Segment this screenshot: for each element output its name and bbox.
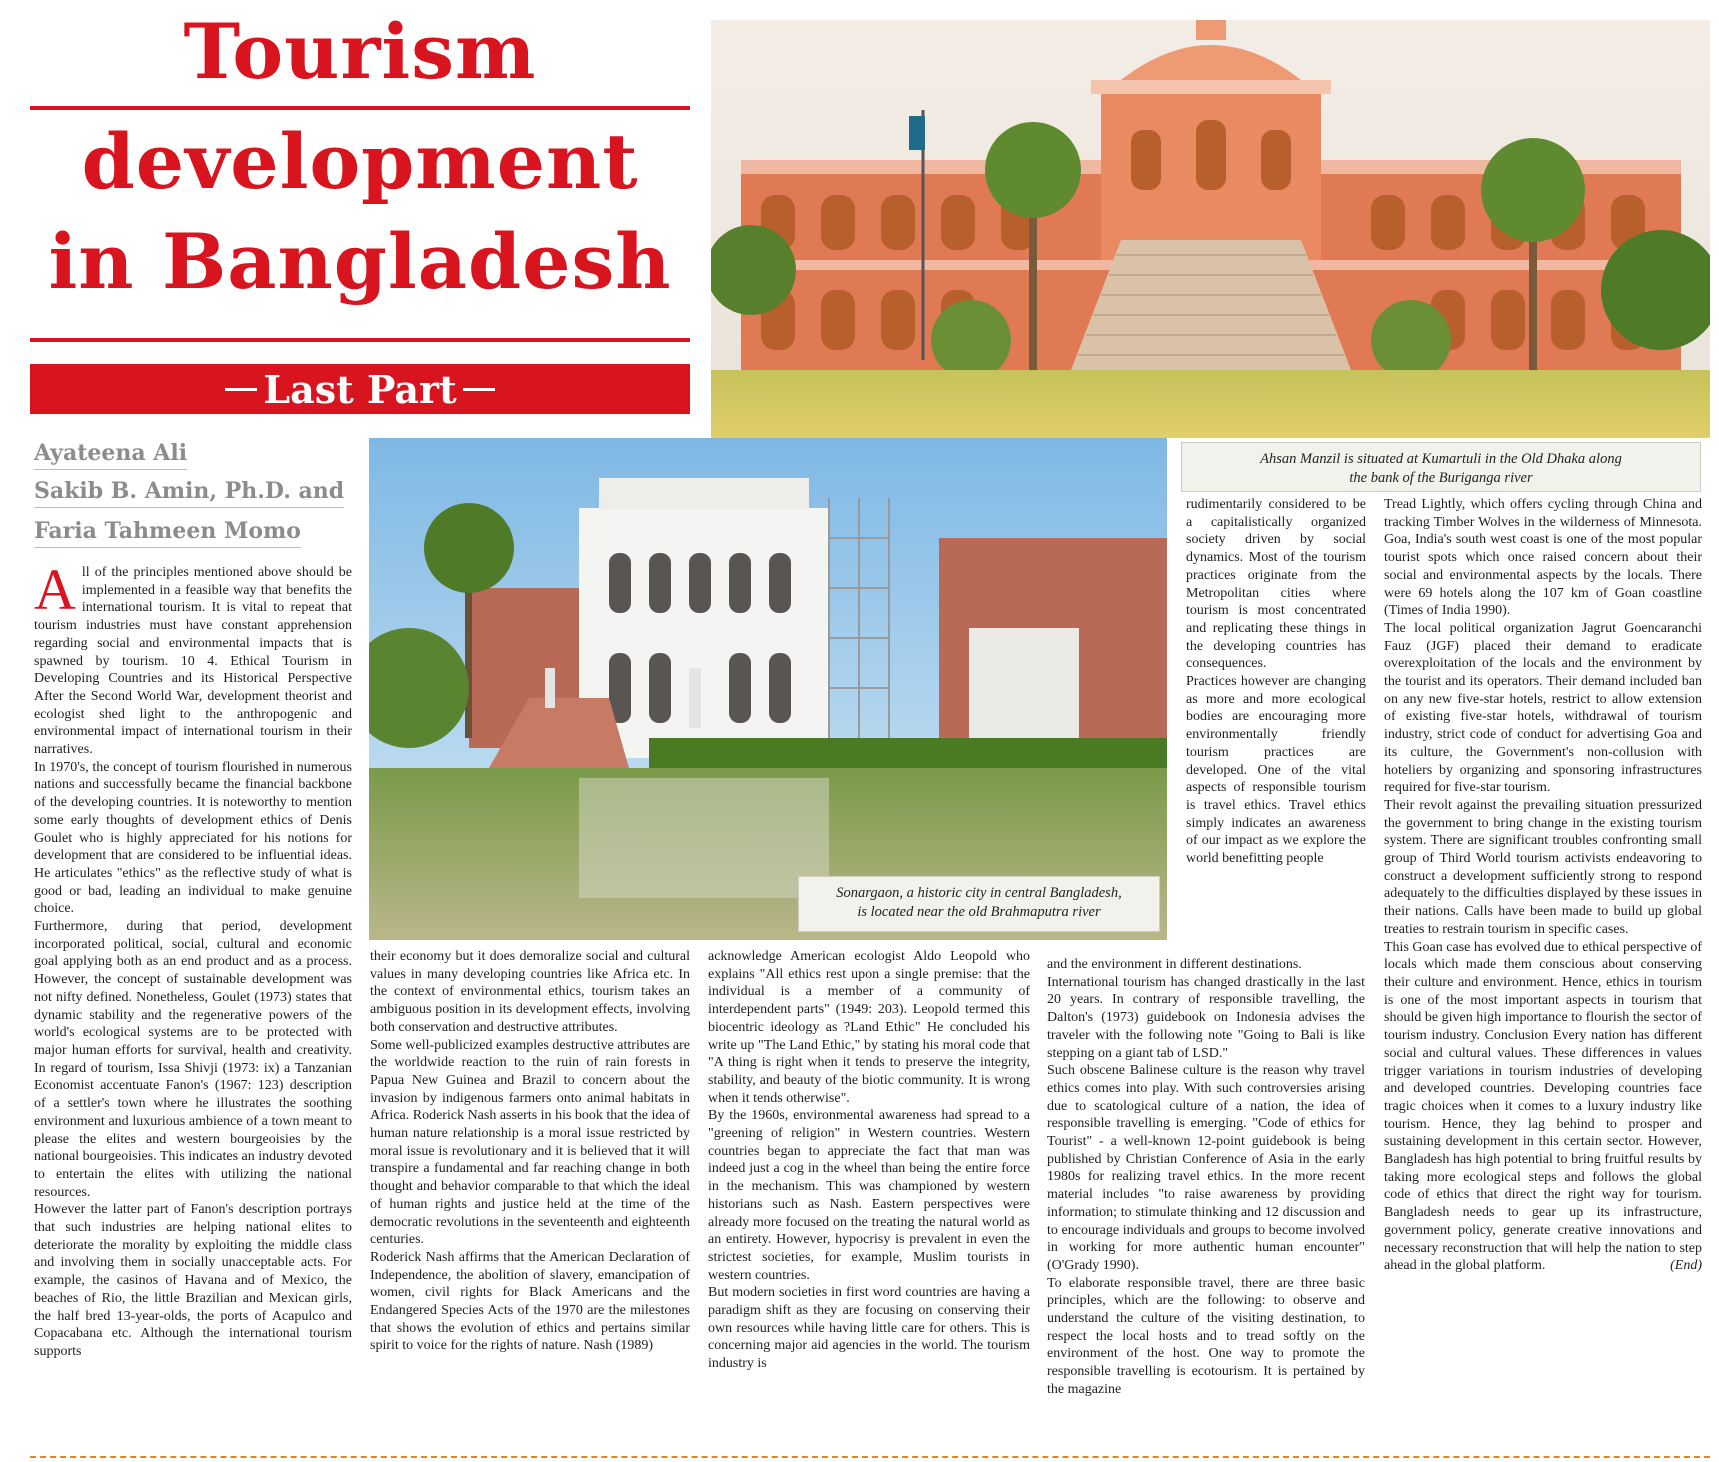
- ahsan-manzil-caption: [1181, 442, 1701, 492]
- paragraph: Roderick Nash affirms that the American Declaration of Independence, the abolition of slavery, emancipation of women, civil rights for Black Americans and the Endangered Species Acts of the 1970 are the milestones that shows the evolution of ethics and pertains similar spirit to voice for the rights of nature. Nash (1989): [370, 1249, 690, 1354]
- paragraph: The local political organization Jagrut Goencaranchi Fauz (JGF) placed their demand to eradicate overexploitation of the locals and the environment by the tourist and its operators. Their demand included ban on any new five-star hotels, restrict to allow extension of existing five-star hotels, withdrawal of tourism industry, strict code of conduct for advertising Goa and its culture, the Government's non-collusion with hoteliers by organizing and sponsoring infrastructures required for five-star tourism.: [1384, 620, 1702, 796]
- ahsan-caption-line-2: the bank of the Buriganga river: [1349, 470, 1533, 486]
- subtitle-banner: [30, 364, 690, 414]
- paragraph: Some well-publicized examples destructive attributes are the worldwide reaction to the ruin of rain forests in Papua New Guinea and Brazil to concern about the invasion by indigenous farmers onto animal habitats in Africa. Roderick Nash asserts in his book that the idea of human nature relationship is a moral issue restricted by moral issue is revolutionary and it is believed that it will transpire a fundamental and far reaching change in both thought and behavior comparable to that which the ideal of human rights and justice held at the time of the democratic revolutions in the seventeenth and eighteenth centuries.: [370, 1037, 690, 1248]
- article-column-4-top: [1186, 496, 1366, 952]
- page-bottom-dashed-rule: [30, 1456, 1710, 1458]
- paragraph: All of the principles mentioned above should be implemented in a feasible way that benefits the international tourism. It is vital to repeat that tourism industries must have constant apprehension regarding social and environmental impacts that is spawned by tourism. 10 4. Ethical Tourism in Developing Countries and its Historical Perspective After the Second World War, development theorist and ecologist shed light to the anthropogenic and environmental impact of international tourism in their narratives.: [34, 564, 352, 758]
- author-2: Sakib B. Amin, Ph.D. and: [34, 478, 344, 508]
- paragraph: and the environment in different destinations.: [1047, 957, 1302, 972]
- headline-rule-top: [30, 106, 690, 110]
- author-1: Ayateena Ali: [34, 440, 187, 470]
- subtitle-text: Last Part: [263, 366, 457, 412]
- sonargaon-caption-line-1: Sonargaon, a historic city in central Bangladesh,: [836, 885, 1122, 901]
- paragraph: Furthermore, during that period, development incorporated political, social, cultural and economic goal applying both as an end product and as a process. However, the concept of sustainable development was not nifty defined. Nonetheless, Goulet (1973) states that dynamic stability and the regenerative powers of the world's ecological systems are to be protected with major human efforts for survival, health and creativity. In regard of tourism, Issa Shivji (1973: ix) a Tanzanian Economist accentuate Fanon's (1967: 123) description of a settler's town where he illustrates the soothing environment and luxurious ambience of a town meant to please the elites and western bourgeoisies by the national bourgeoisies. This indicates an industry devoted to entertain the elites with utilizing the national resources.: [34, 919, 352, 1200]
- paragraph: In 1970's, the concept of tourism flourished in numerous nations and successfully became the financial backbone of the developing countries. It is noteworthy to mention some early thoughts of development ethics of Denis Goulet who is highly appreciated for his notions for development that are considered to be influential ideas. He articulates "ethics" as the reflective study of what is good or bad, leading an individual to make genuine choice.: [34, 759, 352, 917]
- banner-dash-right: [463, 388, 495, 391]
- sonargaon-caption-line-2: is located near the old Brahmaputra river: [857, 904, 1101, 920]
- sonargaon-caption: [798, 876, 1160, 932]
- paragraph: acknowledge American ecologist Aldo Leopold who explains "All ethics rest upon a single premise: that the individual is a member of a community of interdependent parts" (1949: 203). Leopold termed this biocentric ideology as ?Land Ethic" He concluded his write up "The Land Ethic," by stating his moral code that "A thing is right when it tends to preserve the integrity, stability, and beauty of the biotic community. It is wrong when it tends otherwise".: [708, 949, 1030, 1106]
- article-column-3: [708, 948, 1030, 1448]
- banner-dash-left: [225, 388, 257, 391]
- paragraph: This Goan case has evolved due to ethical perspective of locals which made them conscious about conserving their culture and environment. Hence, ethics in tourism is one of the most important aspects in tourism that should be given high importance to flourish the sector of tourism industry. Conclusion Every nation has different social and cultural values. These differences in values trigger variations in tourism industries of developing and developed countries. Developing countries face tragic choices when it comes to a luxury industry like tourism. Hence, they lag behind to prosper and sustaining development in this certain sector. However, Bangladesh has high potential to bring fruitful results by taking more ecological steps and follows the global code of ethics that direct the right way for tourism. Bangladesh needs to gear up its infrastructure, government policy, generate creative innovations and necessary reconstruction that will help the nation to step ahead in the global platform. (End): [1384, 939, 1702, 1274]
- paragraph: rudimentarily considered to be a capitalistically organized society driven by social dynamics. Most of the tourism practices originate from the Metropolitan cities where tourism is most concentrated and replicating these things in the developing countries has consequences.: [1186, 497, 1366, 672]
- paragraph: By the 1960s, environmental awareness had spread to a "greening of religion" in Western countries. Western countries began to appreciate the fact that man was indeed just a cog in the wheel than being the entire force in the mechanism. This was championed by western historians such as Nash. Eastern perspectives were already more focused on the treating the natural world as an entirety. However, hypocrisy is prevalent in even the strictest societies, for example, Muslim tourists in western countries.: [708, 1108, 1030, 1283]
- palace-photo-icon: [711, 20, 1710, 438]
- drop-cap: A: [34, 564, 76, 622]
- paragraph: Their revolt against the prevailing situation pressurized the government to bring change in the existing tourism system. There are significant troubles confronting small group of Third World tourism activists endeavoring to construct a development sufficiently strong to respond adequately to the difficulties displayed by these issues in their nations. Calls have been made to build up global treaties to restrain tourism in specific cases.: [1384, 797, 1702, 937]
- article-column-4-bottom: [1047, 956, 1365, 1448]
- article-column-1: [34, 564, 352, 1448]
- ahsan-caption-line-1: Ahsan Manzil is situated at Kumartuli in the Old Dhaka along: [1260, 451, 1622, 467]
- article-column-2: [370, 948, 690, 1448]
- paragraph: But modern societies in first word countries are having a paradigm shift as they are focusing on conserving their own resources while having little care for others. This is concerning major aid agencies in the world. The tourism industry is: [708, 1285, 1030, 1372]
- headline-rule-bottom: [30, 338, 690, 342]
- paragraph: their economy but it does demoralize social and cultural values in many developing countries like Africa etc. In the context of environmental ethics, tourism takes an ambiguous position in its development effects, involving both conservation and destructive attributes.: [370, 949, 690, 1035]
- paragraph: However the latter part of Fanon's description portrays that such industries are helping national elites to deteriorate the morality by exploiting the middle class and involving them in socially unacceptable acts. For example, the casinos of Havana and of Mexico, the beaches of Rio, the little Brazilian and Mexican girls, the half bred 13-year-olds, the ports of Acapulco and Copacabana etc. Although the international tourism supports: [34, 1202, 352, 1359]
- historic-building-photo-icon: [369, 438, 1167, 940]
- ahsan-manzil-photo: [711, 20, 1710, 438]
- headline-line-2: development: [81, 117, 639, 206]
- paragraph: International tourism has changed drastically in the last 20 years. In contrary of responsible travelling, the Dalton's (1973) guidebook on Indonesia advises the traveler with the following note "Going to Bali is like stepping on a giant tab of LSD.": [1047, 974, 1365, 1061]
- headline-line-1: Tourism: [183, 7, 537, 96]
- end-mark: (End): [1670, 1258, 1702, 1274]
- paragraph: To elaborate responsible travel, there are three basic principles, which are the following: to observe and understand the culture of the visiting destination, to respect the local hosts and to tread softly on the environment of the host. One way to promote the responsible travelling is ecotourism. It is pertained by the magazine: [1047, 1275, 1365, 1397]
- headline-line-3: in Bangladesh: [48, 217, 672, 306]
- author-3: Faria Tahmeen Momo: [34, 518, 301, 548]
- paragraph: Practices however are changing as more and more ecological bodies are encouraging more environmentally friendly tourism practices are developed. One of the vital aspects of responsible tourism is travel ethics. Travel ethics simply indicates an awareness of our impact as we explore the world benefitting people: [1186, 674, 1366, 867]
- article-column-5: [1384, 496, 1702, 1448]
- paragraph: Tread Lightly, which offers cycling through China and tracking Timber Wolves in the wilderness of Minnesota. Goa, India's south west coast is one of the most popular tourist spots which once raised concern about their social and environmental aspects by the locals. There were 69 hotels along the 107 km of Goan coastline (Times of India 1990).: [1384, 497, 1702, 619]
- paragraph: Such obscene Balinese culture is the reason why travel ethics comes into play. With such controversies arising due to scatological culture of a nation, the idea of responsible travelling is emerging. "Code of ethics for Tourist" - a well-known 12-point guidebook is being published by Christian Conference of Asia in the early 1980s for realizing travel ethics. In the more recent material includes "to raise awareness by providing information; to stimulate thinking and 12 discussion and to encourage individuals and groups to become involved in working for more authentic human encounter" (O'Grady 1990).: [1047, 1063, 1365, 1273]
- sonargaon-photo: [369, 438, 1167, 940]
